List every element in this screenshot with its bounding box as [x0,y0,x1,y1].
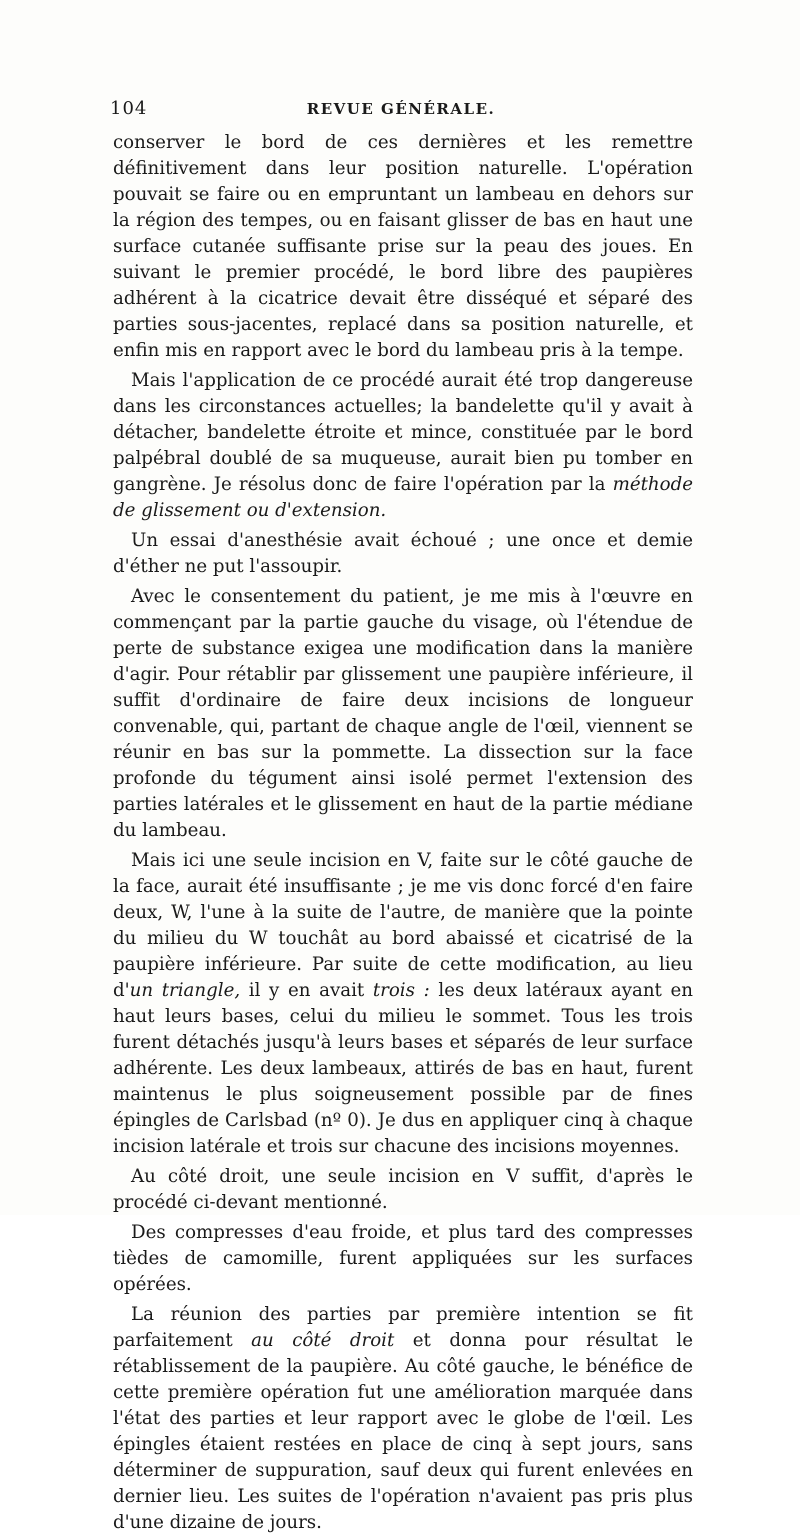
text-run: Mais l'application de ce procédé aurait été trop dangereuse dans les circonstances actuelles; la bandelette qu'il y avait à détacher, bandelette étroite et mince, constituée par le bord palpébral doublé de sa muqueuse, aurait bien pu tomber en gangrène. Je résolus donc de faire l'opération par la [113,370,693,495]
running-head: REVUE GÉNÉRALE. [306,100,496,118]
text-run: La réunion des parties par première intention se fit parfaitement [113,1304,693,1351]
text-run: Avec le consentement du patient, je me mis à l'œuvre en commençant par la partie gauche du visage, où l'étendue de perte de substance exigea une modification dans la manière d'agir. Pour rétablir par glissement une paupière inférieure, il suffit d'ordinaire de faire deux incisions de longueur convenable, qui, partant de chaque angle de l'œil, viennent se réunir en bas sur la pommette. La dissection sur la face profonde du tégument ainsi isolé permet l'extension des parties latérales et le glissement en haut de la partie médiane du lambeau. [113,586,693,841]
text-run: Au côté droit, une seule incision en V suffit, d'après le procédé ci-devant mentionné. [113,1166,693,1213]
paragraph [113,1164,693,1216]
italic-text-run: un triangle, [129,980,241,1001]
paragraph [113,368,693,524]
paragraph [113,528,693,580]
paragraph [113,1302,693,1536]
paragraph [113,848,693,1160]
page-number: 104 [110,98,148,119]
text-run: il y en avait [240,980,373,1001]
text-run: Un essai d'anesthésie avait échoué ; une once et demie d'éther ne put l'assoupir. [113,530,693,577]
text-run: conserver le bord de ces dernières et les remettre définitivement dans leur position naturelle. L'opération pouvait se faire ou en empruntant un lambeau en dehors sur la région des tempes, ou en faisant glisser de bas en haut une surface cutanée suffisante prise sur la peau des joues. En suivant le premier procédé, le bord libre des paupières adhérent à la cicatrice devait être disséqué et séparé des parties sous-jacentes, replacé dans sa position naturelle, et enfin mis en rapport avec le bord du lambeau pris à la tempe. [113,132,693,361]
text-run: les deux latéraux ayant en haut leurs bases, celui du milieu le sommet. Tous les trois furent détachés jusqu'à leurs bases et séparés de leur surface adhérente. Les deux lambeaux, attirés de bas en haut, furent maintenus le plus soigneusement possible par de fines épingles de Carlsbad (nº 0). Je dus en appliquer cinq à chaque incision latérale et trois sur chacune des incisions moyennes. [113,980,693,1157]
text-run: Mais ici une seule incision en V, faite sur le côté gauche de la face, aurait été insuffisante ; je me vis donc forcé d'en faire deux, W, l'une à la suite de l'autre, de manière que la pointe du milieu du W touchât au bord abaissé et cicatrisé de la paupière inférieure. Par suite de cette modification, au lieu d' [113,850,693,1001]
page-header [110,92,692,122]
italic-text-run: méthode de glissement ou d'extension. [113,474,693,521]
paragraph [113,584,693,844]
text-run: Des compresses d'eau froide, et plus tard des compresses tièdes de camomille, furent appliquées sur les surfaces opérées. [113,1222,693,1295]
body-text [113,130,693,1540]
text-run: et donna pour résultat le rétablissement de la paupière. Au côté gauche, le bénéfice de cette première opération fut une amélioration marquée dans l'état des parties et leur rapport avec le globe de l'œil. Les épingles étaient restées en place de cinq à sept jours, sans déterminer de suppuration, sauf deux qui furent enlevées en dernier lieu. Les suites de l'opération n'avaient pas pris plus d'une dizaine de jours. [113,1330,693,1533]
italic-text-run: trois : [372,980,430,1001]
italic-text-run: au côté droit [251,1330,395,1351]
paragraph [113,130,693,364]
paragraph [113,1220,693,1298]
